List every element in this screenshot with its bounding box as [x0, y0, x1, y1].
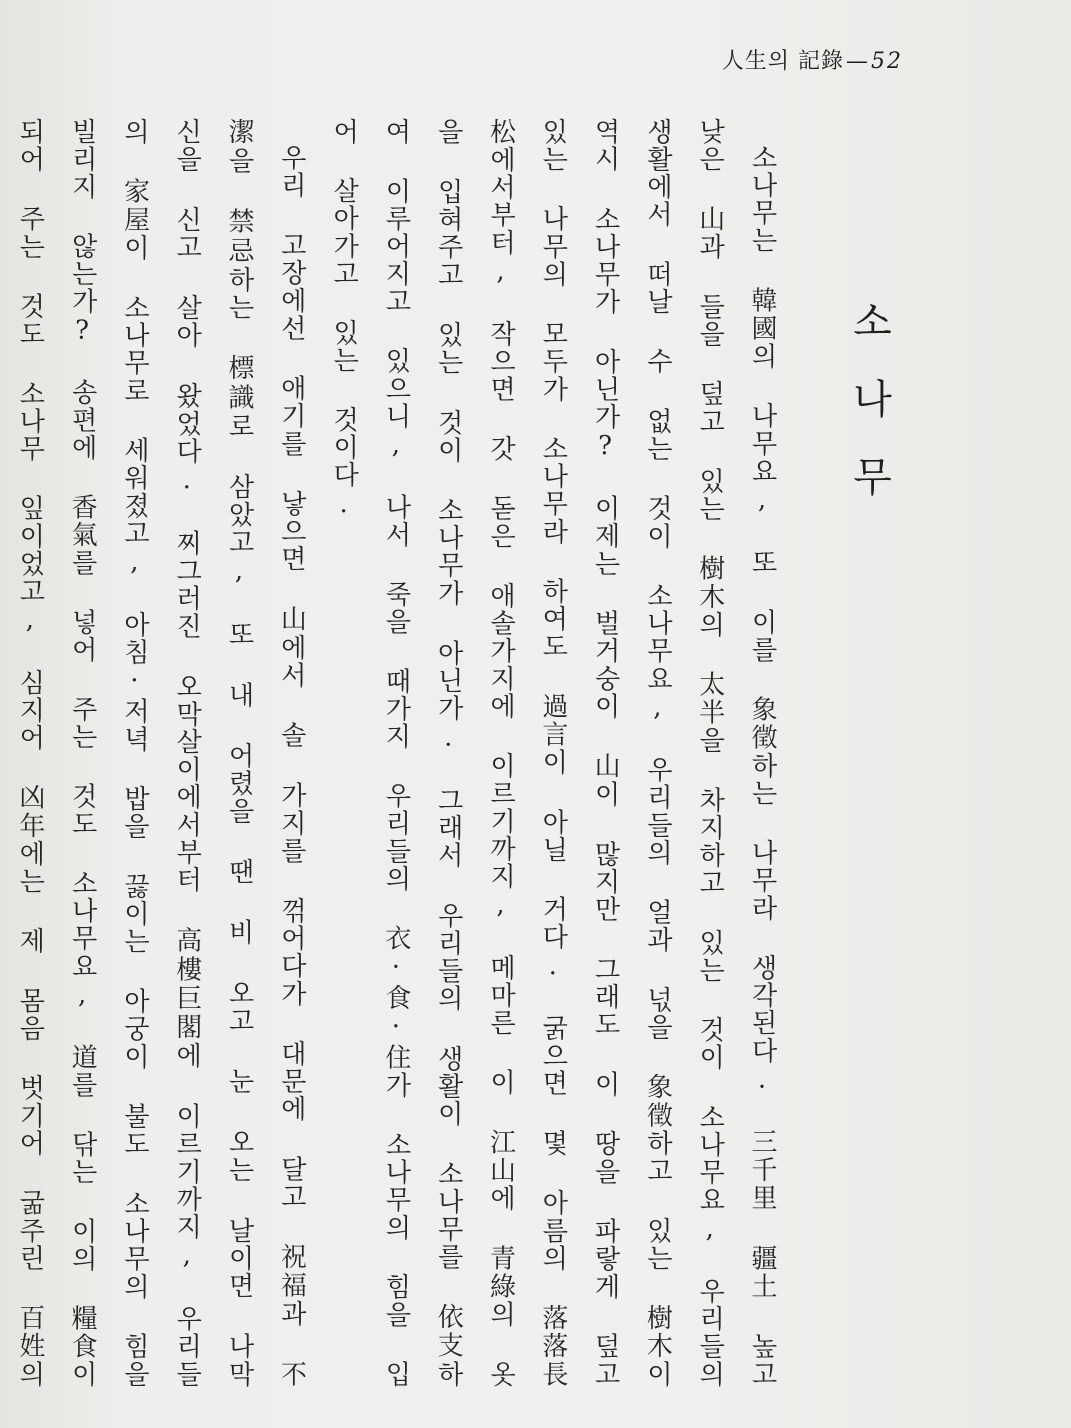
- running-head-separator: —: [846, 49, 869, 74]
- page-number: 52: [871, 49, 903, 74]
- essay-title: 소나무: [846, 300, 892, 534]
- paragraph-1: 소나무는 韓國의 나무요, 또 이를 象徵하는 나무라 생각된다. 三千里 疆土 높고 낮은 山과 들을 덮고 있는 樹木의 太半을 차지하고 있는 것이 소나무요, 우리들의 생활에서 떠날 수 없는 것이 소나무요, 우리들의 얼과 넋을 象徵하고 있는 樹木이 역시 소나무가 아닌가? 이제는 벌거숭이 山이 많지만 그래도 이 땅을 파랗게 덮고 있는 나무의 모두가 소나무라 하여도 過言이 아닐 거다. 굵으면 몇 아름의 落落長松에서부터, 작으면 갓 돋은 애솔가지에 이르기까지, 메마른 이 江山에 青綠의 옷을 입혀주고 있는 것이 소나무가 아닌가. 그래서 우리들의 생활이 소나무를 依支하여 이루어지고 있으니, 나서 죽을 때가지 우리들의 衣·食·住가 소나무의 힘을 입어 살아가고 있는 것이다.: [328, 118, 777, 1388]
- running-head: [722, 44, 903, 75]
- book-title: 人生의 記錄: [721, 49, 844, 74]
- essay-body: [14, 118, 788, 1388]
- paragraph-2: 우리 고장에선 애기를 낳으면 山에서 솔 가지를 꺾어다가 대문에 달고 祝福과 不潔을 禁忌하는 標識로 삼았고, 또 내 어렸을 땐 비 오고 눈 오는 날이면 나막신을 신고 살아 왔었다. 찌그러진 오막살이에서부터 高樓巨閣에 이르기까지, 우리들의 家屋이 소나무로 세워졌고, 아침·저녁 밥을 끓이는 아궁이 불도 소나무의 힘을 빌리지 않는가? 송편에 香氣를 넣어 주는 것도 소나무요, 道를 닦는 이의 糧食이 되어 주는 것도 소나무 잎이었고, 심지어 凶年에는 제 몸음 벗기어 굶주린 百姓의: [14, 118, 307, 1388]
